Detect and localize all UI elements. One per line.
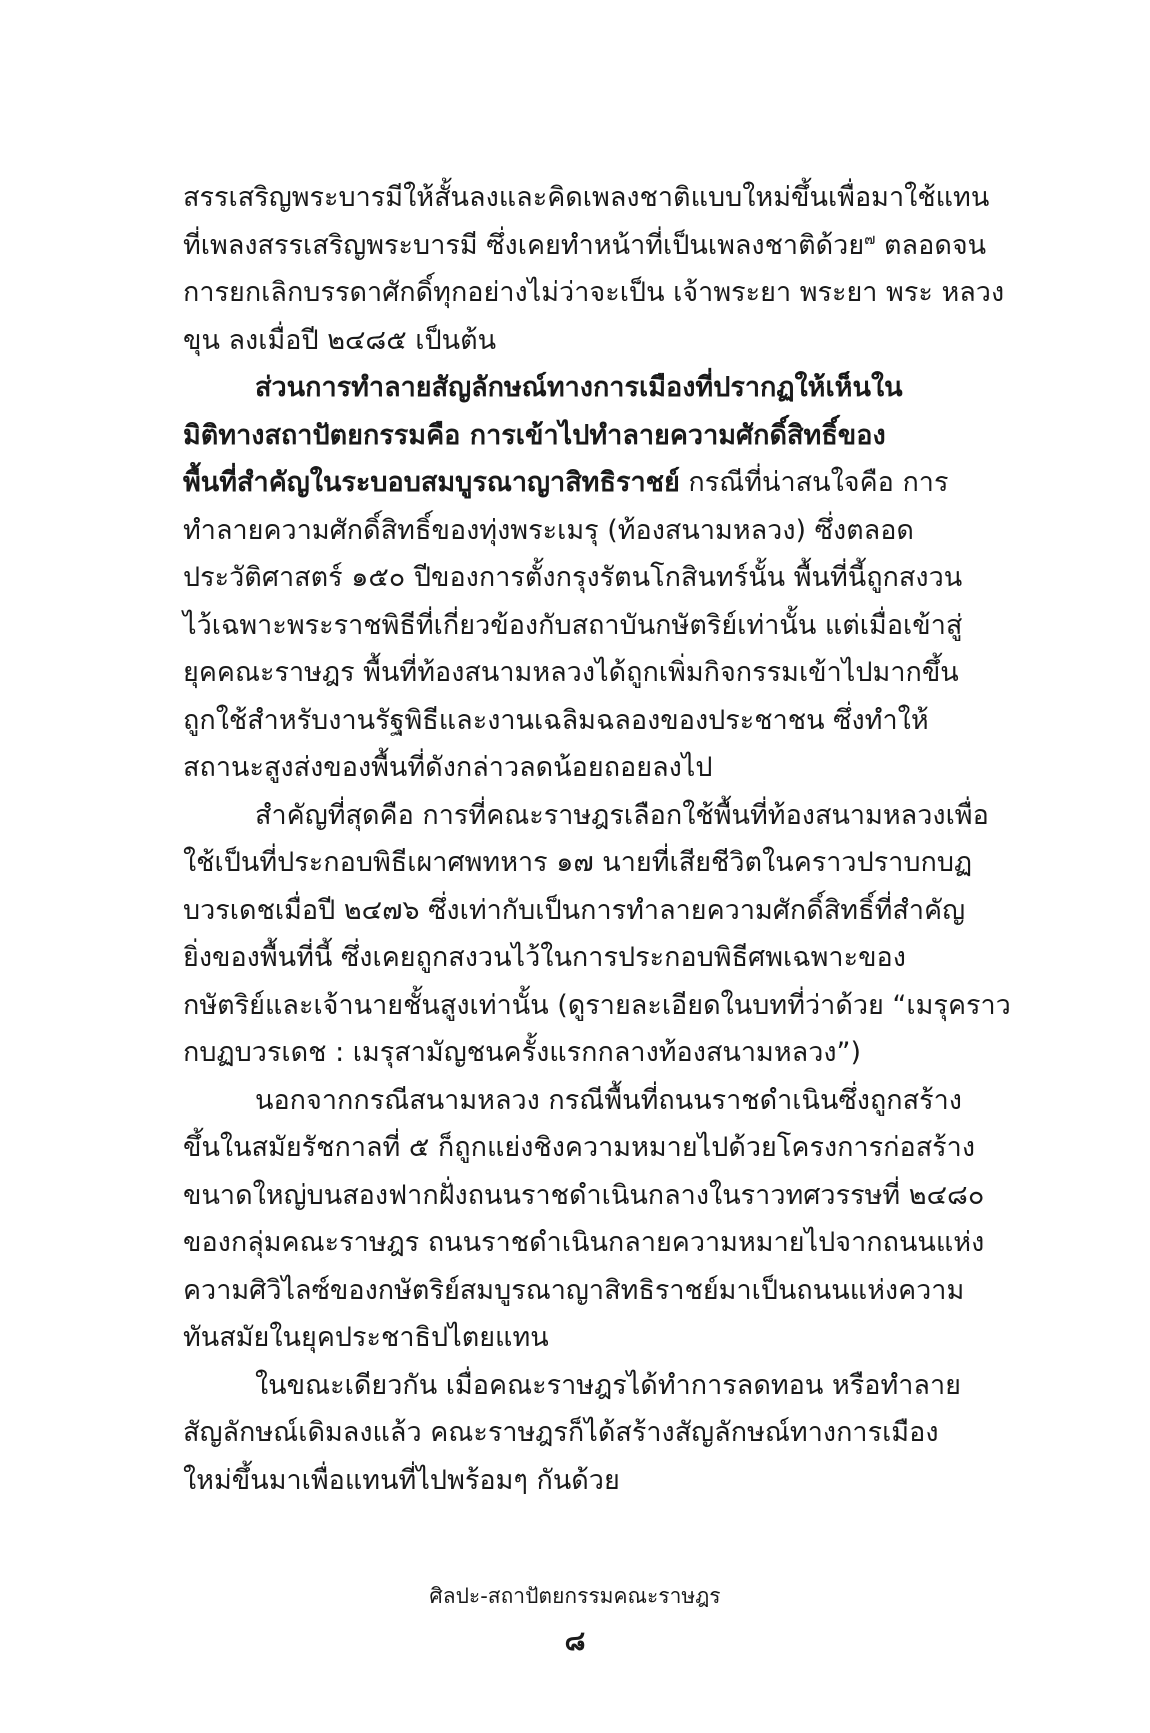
footnote-marker[interactable]: ๗	[864, 229, 876, 248]
text-line: ขึ้นในสมัยรัชกาลที่ ๕ ก็ถูกแย่งชิงความหมายไปด้วยโครงการก่อสร้าง	[183, 1132, 976, 1163]
text-line: ยิ่งของพื้นที่นี้ ซึ่งเคยถูกสงวนไว้ในการประกอบพิธีศพเฉพาะของ	[183, 942, 906, 973]
bold-text-line: มิติทางสถาปัตยกรรมคือ การเข้าไปทำลายความศักดิ์สิทธิ์ของ	[183, 419, 886, 451]
text-line: นอกจากกรณีสนามหลวง กรณีพื้นที่ถนนราชดำเนินซึ่งถูกสร้าง	[255, 1084, 962, 1116]
text-line-with-footnote	[183, 222, 987, 270]
text-segment: ตลอดจน	[875, 229, 987, 261]
paragraph-2	[183, 364, 963, 792]
text-line: การยกเลิกบรรดาศักดิ์ทุกอย่างไม่ว่าจะเป็น เจ้าพระยา พระยา พระ หลวง	[183, 277, 1005, 308]
text-line: ขนาดใหญ่บนสองฟากฝั่งถนนราชดำเนินกลางในราวทศวรรษที่ ๒๔๘๐	[183, 1179, 985, 1211]
text-segment: ที่เพลงสรรเสริญพระบารมี ซึ่งเคยทำหน้าที่เป็นเพลงชาติด้วย	[183, 229, 865, 261]
text-segment: กรณีที่น่าสนใจคือ การ	[679, 467, 949, 498]
text-line: สรรเสริญพระบารมีให้สั้นลงและคิดเพลงชาติแบบใหม่ขึ้นเพื่อมาใช้แทน	[183, 182, 990, 213]
text-line: ขุน ลงเมื่อปี ๒๔๘๕ เป็นต้น	[183, 324, 497, 356]
paragraph-1	[183, 174, 1005, 364]
page-number: ๘	[564, 1626, 586, 1657]
bold-text-segment: พื้นที่สำคัญในระบอบสมบูรณาญาสิทธิราชย์	[183, 467, 680, 498]
paragraph-3	[183, 792, 1011, 1077]
paragraph-4	[183, 1077, 985, 1362]
text-line: สัญลักษณ์เดิมลงแล้ว คณะราษฎรก็ได้สร้างสัญลักษณ์ทางการเมือง	[183, 1417, 939, 1448]
text-line: ถูกใช้สำหรับงานรัฐพิธีและงานเฉลิมฉลองของประชาชน ซึ่งทำให้	[183, 704, 929, 736]
text-line: สถานะสูงส่งของพื้นที่ดังกล่าวลดน้อยถอยลงไป	[183, 752, 713, 783]
bold-text-line: ส่วนการทำลายสัญลักษณ์ทางการเมืองที่ปรากฏให้เห็นใน	[255, 372, 903, 403]
text-line: ใช้เป็นที่ประกอบพิธีเผาศพทหาร ๑๗ นายที่เสียชีวิตในคราวปราบกบฏ	[183, 847, 973, 878]
text-line: ไว้เฉพาะพระราชพิธีที่เกี่ยวข้องกับสถาบันกษัตริย์เท่านั้น แต่เมื่อเข้าสู่	[183, 609, 963, 641]
text-line-mixed	[183, 459, 949, 507]
text-line: ประวัติศาสตร์ ๑๕๐ ปีของการตั้งกรุงรัตนโกสินทร์นั้น พื้นที่นี้ถูกสงวน	[183, 562, 963, 593]
text-line: ของกลุ่มคณะราษฎร ถนนราชดำเนินกลายความหมายไปจากถนนแห่ง	[183, 1227, 985, 1258]
text-line: ทำลายความศักดิ์สิทธิ์ของทุ่งพระเมรุ (ท้องสนามหลวง) ซึ่งตลอด	[183, 514, 914, 546]
text-line: ทันสมัยในยุคประชาธิปไตยแทน	[183, 1322, 549, 1353]
text-line: ยุคคณะราษฎร พื้นที่ท้องสนามหลวงได้ถูกเพิ่มกิจกรรมเข้าไปมากขึ้น	[183, 657, 959, 688]
text-line: ในขณะเดียวกัน เมื่อคณะราษฎรได้ทำการลดทอน หรือทำลาย	[255, 1369, 961, 1401]
text-line: ความศิวิไลซ์ของกษัตริย์สมบูรณาญาสิทธิราชย์มาเป็นถนนแห่งความ	[183, 1274, 965, 1306]
text-line: ใหม่ขึ้นมาเพื่อแทนที่ไปพร้อมๆ กันด้วย	[183, 1464, 620, 1496]
text-line: บวรเดชเมื่อปี ๒๔๗๖ ซึ่งเท่ากับเป็นการทำลายความศักดิ์สิทธิ์ที่สำคัญ	[183, 894, 966, 926]
text-line: กษัตริย์และเจ้านายชั้นสูงเท่านั้น (ดูรายละเอียดในบทที่ว่าด้วย “เมรุคราว	[183, 989, 1011, 1021]
paragraph-5	[183, 1362, 961, 1505]
body-text	[183, 174, 1011, 1504]
text-line: สำคัญที่สุดคือ การที่คณะราษฎรเลือกใช้พื้นที่ท้องสนามหลวงเพื่อ	[255, 799, 989, 831]
running-footer-book-title: ศิลปะ-สถาปัตยกรรมคณะราษฎร	[429, 1584, 721, 1608]
text-line: กบฏบวรเดช : เมรุสามัญชนครั้งแรกกลางท้องสนามหลวง”)	[183, 1037, 862, 1068]
